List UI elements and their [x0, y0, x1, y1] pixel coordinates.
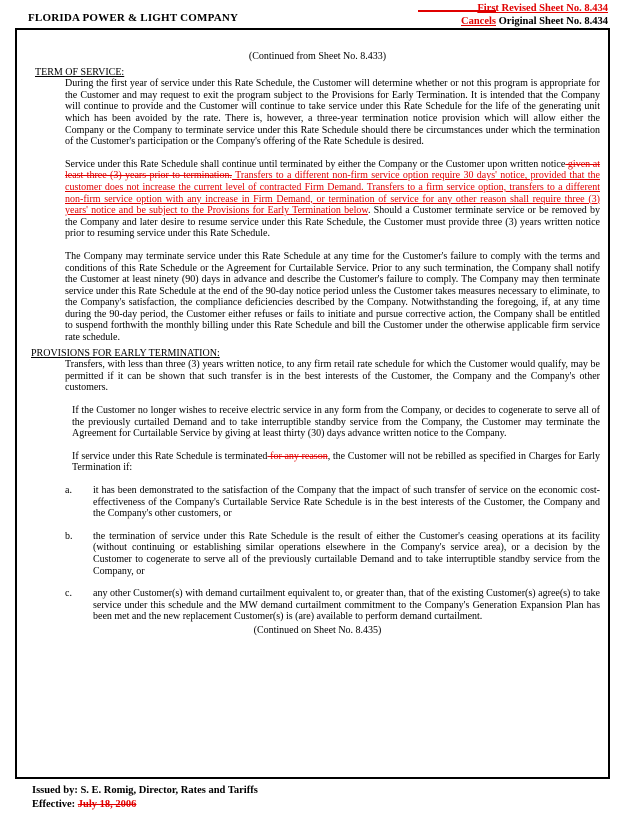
early-termination-heading: PROVISIONS FOR EARLY TERMINATION:: [31, 347, 220, 359]
issued-by-label: Issued by:: [32, 785, 78, 796]
list-item: [65, 531, 600, 577]
inserted-text: Transfers to a different non-firm service option require 30 days' notice, provided that the customer does not increase the current level of contracted Firm Demand. Transfers to a firm service option, transfers to a different non-firm service option with any increase in Firm Demand, or termination of service for any other reason shall require three (3) years' notice and be subject to the Provisions for Early Termination below: [65, 170, 600, 217]
early-p3-continuation: , the Customer will not be rebilled as specified in Charges for Early Termination if:: [72, 450, 600, 474]
tariff-frame: [15, 28, 610, 779]
effective-line: [32, 799, 136, 810]
term-heading: TERM OF SERVICE:: [35, 66, 125, 78]
list-item: [65, 485, 600, 520]
list-item: [65, 588, 600, 623]
early-paragraph-1: Transfers, with less than three (3) years written notice, to any firm retail rate schedule for which the Customer would qualify, may be permitted if it can be shown that such transfer is in the best interests of the Customer, the Company and the Company's other customers.: [65, 359, 600, 394]
list-item-text: any other Customer(s) with demand curtailment equivalent to, or greater than, that of the existing Customer(s) agree(s) to take service under this schedule and the MW demand curtailment commitment to the Company's Generation Expansion Plan has been met and the new replacement Customer(s) is (are) available to perform demand curtailment.: [93, 588, 600, 623]
term-paragraph-3: The Company may terminate service under this Rate Schedule at any time for the Customer's failure to comply with the terms and conditions of this Rate Schedule or the Agreement for Curtailable Service. Prior to any such termination, the Company shall notify the Customer at least ninety (90) days in advance and describe the Customer's failure to comply. The Company may then terminate service under this Rate Schedule at the end of the 90-day notice period unless the Customer takes measures necessary to eliminate, to the Company's satisfaction, the compliance deficiencies described by the Company. Notwithstanding the foregoing, if, at any time during the 90-day period, the Customer either refuses or fails to initiate and pursue corrective action, the Company shall be entitled to suspend forthwith the monthly billing under this Rate Schedule and bill the Customer under the otherwise applicable firm service rate schedule.: [65, 250, 600, 344]
continued-from: (Continued from Sheet No. 8.433): [248, 51, 387, 62]
list-item-text: the termination of service under this Rate Schedule is the result of either the Customer's ceasing operations at its facility (without continuing or establishing similar operations elsewhere in the Company's service area), or a decision by the Customer to cogenerate to serve all of the previously curtailable Demand and to take interruptible standby service from the Company, or: [93, 530, 600, 577]
tariff-body: [31, 51, 601, 637]
issued-by-line: [32, 785, 258, 796]
original-sheet-number: Original Sheet No. 8.434: [498, 16, 608, 27]
deleted-text: given at least three (3) years prior to termination.: [65, 158, 601, 182]
early-p3-text: If service under this Rate Schedule is terminated: [72, 450, 268, 462]
cancels-label: Cancels: [461, 16, 496, 27]
list-item-label: a.: [65, 485, 72, 496]
company-name: FLORIDA POWER & LIGHT COMPANY: [28, 12, 239, 24]
early-paragraph-3: [72, 451, 600, 474]
continued-on: (Continued on Sheet No. 8.435): [253, 624, 382, 636]
list-item-label: b.: [65, 530, 73, 542]
effective-label: Effective:: [32, 799, 76, 810]
issued-by-value: S. E. Romig, Director, Rates and Tariffs: [80, 785, 258, 796]
deleted-text-for-any-reason: for any reason: [267, 450, 328, 462]
effective-date: July 18, 2006: [77, 799, 137, 810]
term-paragraph-2: [65, 159, 600, 240]
term-paragraph-1: During the first year of service under this Rate Schedule, the Customer will determine whether or not this program is appropriate for the Customer and may request to exit the program subject to the Provisions for Early Termination. It is intended that the Company will continue to provide and the Customer will continue to take service under this Rate Schedule for the life of the generating unit which has been avoided by the rate. There is, however, a three-year termination notice provision which will allow either the Company or the Company to terminate service under this Rate Schedule should there be circumstances under which the termination of the Customer's participation or the Company's offering of the Rate Schedule is desired.: [65, 78, 600, 148]
cancels-line: [461, 15, 608, 28]
sheet-reference: [461, 2, 608, 28]
early-paragraph-2: If the Customer no longer wishes to receive electric service in any form from the Company, or decides to cogenerate to serve all of the previously curtailed Demand and to take interruptible standby service from the Company, the Customer may terminate the Agreement for Curtailable Service by giving at least thirty (30) days advance written notice to the Company.: [72, 405, 600, 440]
revised-sheet-number: First Revised Sheet No. 8.434: [477, 3, 608, 14]
list-item-label: c.: [65, 588, 72, 600]
term-p2-text: Service under this Rate Schedule shall continue until terminated by either the Company or the Customer upon written notice: [65, 158, 566, 170]
list-item-text: it has been demonstrated to the satisfaction of the Company that the impact of such transfer of service on the economic cost-effectiveness of the Company's Curtailable Service Rate Schedule is in the best interests of the Customer, the Company and the Company's other customers, or: [93, 485, 600, 520]
term-p2-continuation: . Should a Customer terminate service or be removed by the Company and later desire to resume service under this Rate Schedule, the Customer must provide three (3) years written notice prior to resuming service under this Rate Schedule.: [65, 205, 600, 240]
